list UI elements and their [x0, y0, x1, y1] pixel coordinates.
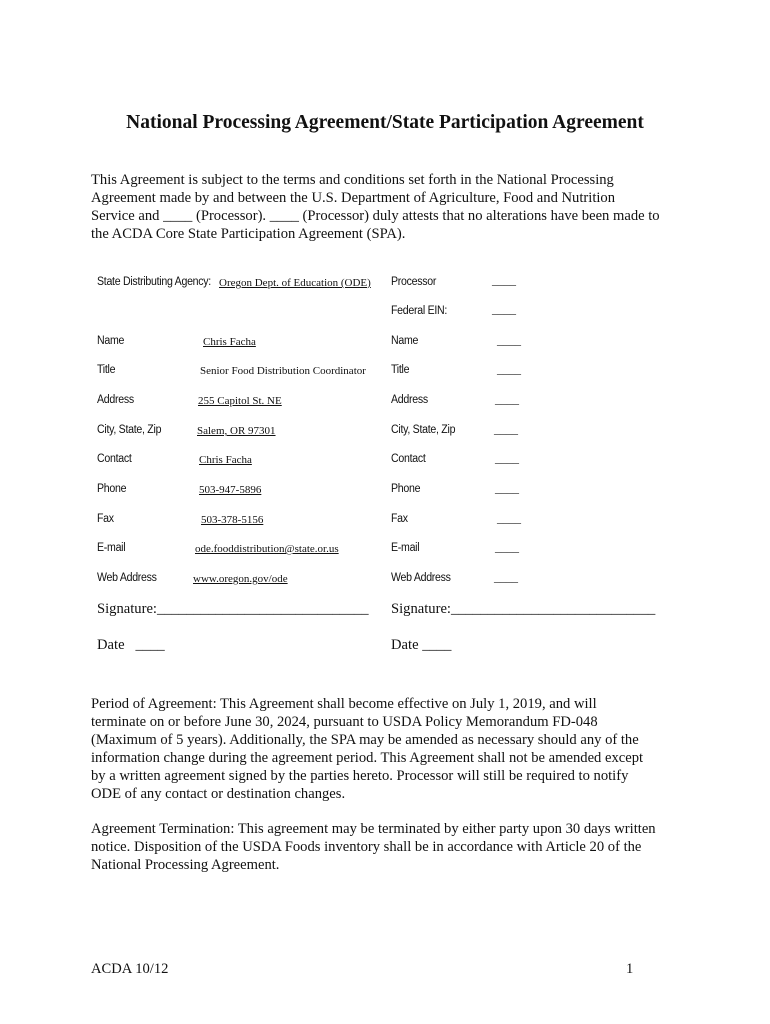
- state-name-label: Name: [97, 335, 125, 347]
- intro-line: This Agreement is subject to the terms and conditions set forth in the National Processing: [91, 172, 614, 188]
- state-contact-label: Contact: [97, 453, 132, 465]
- state-email-value[interactable]: ode.fooddistribution@state.or.us: [195, 543, 339, 555]
- state-city-label: City, State, Zip: [97, 424, 162, 436]
- processor-web-value[interactable]: ____: [494, 570, 518, 584]
- processor-city-label: City, State, Zip: [391, 424, 456, 436]
- processor-contact-value[interactable]: ____: [495, 451, 519, 465]
- processor-ein-label: Federal EIN:: [391, 305, 448, 317]
- intro-line: Agreement made by and between the U.S. Department of Agriculture, Food and Nutrition: [91, 190, 616, 206]
- period-line: by a written agreement signed by the parties hereto. Processor will still be required to notify: [91, 768, 629, 784]
- period-line: (Maximum of 5 years). Additionally, the SPA may be amended as necessary should any of the: [91, 732, 639, 748]
- state-title-label: Title: [97, 364, 116, 376]
- processor-fax-value[interactable]: ____: [497, 511, 521, 525]
- processor-web-label: Web Address: [391, 572, 451, 584]
- period-line: Period of Agreement: This Agreement shall become effective on July 1, 2019, and will: [91, 696, 597, 712]
- state-fax-value[interactable]: 503-378-5156: [201, 514, 264, 526]
- period-line: ODE of any contact or destination changes.: [91, 786, 346, 802]
- termination-line: notice. Disposition of the USDA Foods inventory shall be in accordance with Article 20 of the: [91, 839, 642, 855]
- page-number: 1: [626, 961, 634, 977]
- state-agency-value[interactable]: Oregon Dept. of Education (ODE): [219, 277, 371, 289]
- processor-email-value[interactable]: ____: [495, 540, 519, 554]
- intro-line: Service and ____ (Processor). ____ (Processor) duly attests that no alterations have been made to: [91, 208, 660, 224]
- processor-address-value[interactable]: ____: [495, 392, 519, 406]
- processor-title-label: Title: [391, 364, 410, 376]
- document-title: National Processing Agreement/State Participation Agreement: [126, 112, 644, 133]
- processor-title-value[interactable]: ____: [497, 362, 521, 376]
- state-fax-label: Fax: [97, 513, 114, 525]
- intro-line: the ACDA Core State Participation Agreement (SPA).: [91, 226, 406, 242]
- state-city-value[interactable]: Salem, OR 97301: [197, 425, 276, 437]
- processor-value[interactable]: ____: [492, 273, 516, 287]
- intro-paragraph: [91, 171, 691, 243]
- state-address-label: Address: [97, 394, 134, 406]
- state-email-label: E-mail: [97, 542, 126, 554]
- state-phone-value[interactable]: 503-947-5896: [199, 484, 262, 496]
- processor-date-field[interactable]: Date ____: [391, 637, 452, 653]
- state-web-value[interactable]: www.oregon.gov/ode: [193, 573, 288, 585]
- state-web-label: Web Address: [97, 572, 157, 584]
- state-signature-field[interactable]: Signature:_____________________________: [97, 601, 369, 617]
- processor-contact-label: Contact: [391, 453, 426, 465]
- period-line: terminate on or before June 30, 2024, pursuant to USDA Policy Memorandum FD-048: [91, 714, 598, 730]
- processor-phone-label: Phone: [391, 483, 421, 495]
- state-title-value[interactable]: Senior Food Distribution Coordinator: [200, 365, 366, 377]
- termination-paragraph: [91, 820, 691, 874]
- processor-city-value[interactable]: ____: [494, 422, 518, 436]
- termination-line: Agreement Termination: This agreement may be terminated by either party upon 30 days written: [91, 821, 656, 837]
- footer-doc-id: ACDA 10/12: [91, 961, 169, 977]
- state-phone-label: Phone: [97, 483, 127, 495]
- period-paragraph: [91, 695, 691, 803]
- processor-phone-value[interactable]: ____: [495, 481, 519, 495]
- processor-name-value[interactable]: ____: [497, 333, 521, 347]
- processor-name-label: Name: [391, 335, 419, 347]
- period-line: information change during the agreement period. This Agreement shall not be amended except: [91, 750, 644, 766]
- processor-ein-value[interactable]: ____: [492, 302, 516, 316]
- state-name-value[interactable]: Chris Facha: [203, 336, 256, 348]
- state-date-field[interactable]: Date ____: [97, 637, 165, 653]
- processor-email-label: E-mail: [391, 542, 420, 554]
- processor-fax-label: Fax: [391, 513, 408, 525]
- processor-address-label: Address: [391, 394, 428, 406]
- state-contact-value[interactable]: Chris Facha: [199, 454, 252, 466]
- state-address-value[interactable]: 255 Capitol St. NE: [198, 395, 282, 407]
- processor-label: Processor: [391, 276, 437, 288]
- state-agency-label: State Distributing Agency:: [97, 276, 211, 288]
- processor-signature-field[interactable]: Signature:____________________________: [391, 601, 656, 617]
- termination-line: National Processing Agreement.: [91, 857, 280, 873]
